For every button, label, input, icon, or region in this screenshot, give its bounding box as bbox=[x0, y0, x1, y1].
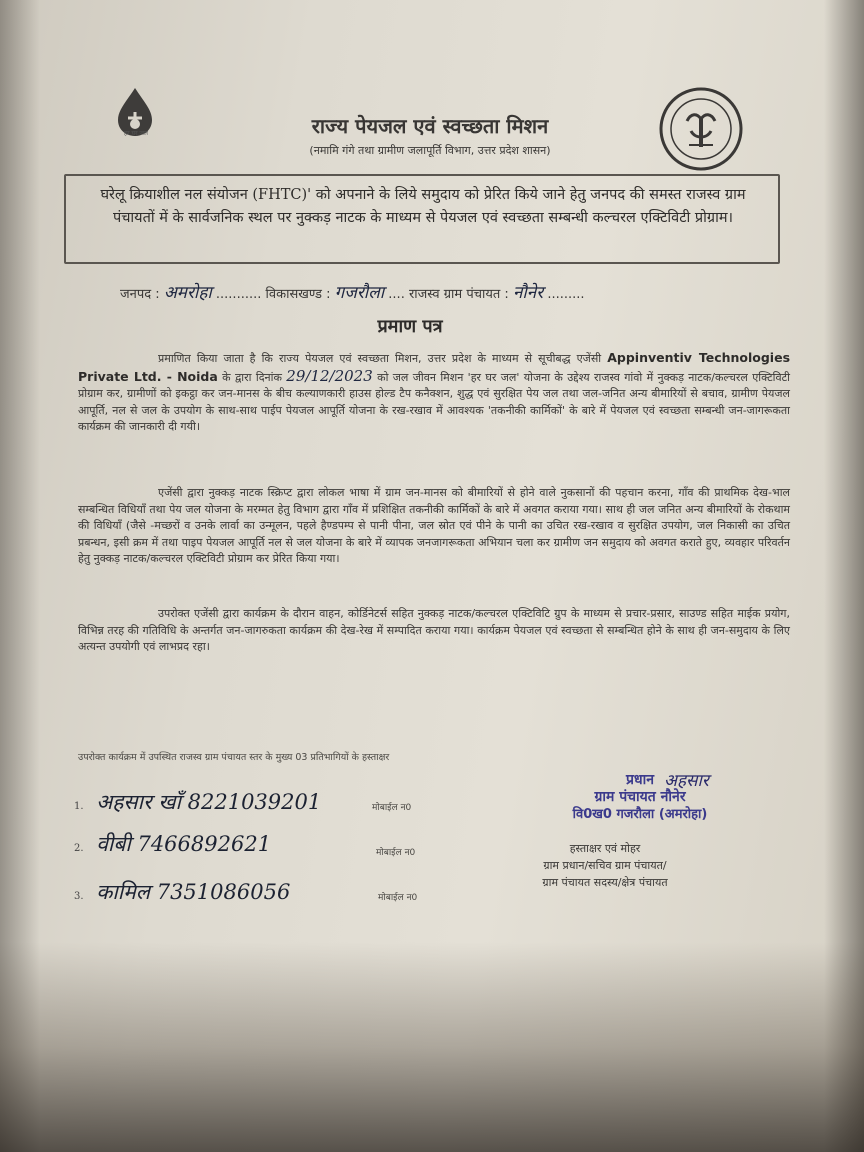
document-title: प्रमाण पत्र bbox=[377, 316, 443, 337]
participant-3-number: 3. bbox=[74, 891, 84, 902]
para1-text-b: के द्वारा दिनांक bbox=[222, 370, 282, 384]
left-logo-caption: हर घर जल bbox=[124, 130, 148, 137]
signature-block bbox=[500, 840, 710, 891]
participant-3-entry: कामिल 7351086056 bbox=[96, 880, 291, 904]
para1-text-a: प्रमाणित किया जाता है कि राज्य पेयजल एवं स्वच्छता मिशन, उत्तर प्रदेश के माध्यम से सूचीबद्ध एजेंसी bbox=[158, 352, 602, 365]
participant-1-entry: अहसार खाँ 8221039201 bbox=[96, 790, 322, 814]
sign-block-line-3: ग्राम पंचायत सदस्य/क्षेत्र पंचायत bbox=[542, 876, 668, 889]
stamp-line-2: ग्राम पंचायत नौनेर bbox=[594, 789, 686, 805]
para1-text-c: को जल जीवन मिशन 'हर घर जल' योजना के उद्देश्य राजस्व गांवो में नुक्कड़ नाटक/कल्चरल एक्टिविटी प्रोग्राम कर, ग्रामीणों को इकट्ठा कर जन-मानस के बीच कल्याणकारी हाउस होल्ड टैप कनैक्शन, शुद्ध एवं सुरक्षित पेय जल तथा जल-जनित अन्य बीमारियों से बचाव, ग्रामीण पेयजल आपूर्ति, नल से जल के उपयोग के साथ-साथ पाईप पेयजल आपूर्ति योजना के रख-रखाव में आवश्यक 'तकनीकी कार्मिकों' के बारे में पेयजल एवं स्वच्छता सम्बन्धी जन-जागरूकता कार्यक्रम की जानकारी दी गयी। bbox=[78, 370, 791, 434]
sign-block-line-2: ग्राम प्रधान/सचिव ग्राम पंचायत/ bbox=[543, 859, 667, 872]
stamp-line-3: वि0ख0 गजरौला (अमरोहा) bbox=[572, 807, 708, 822]
participant-2-mobile-label: मोबाईल न0 bbox=[376, 848, 416, 858]
district-label: जनपद : bbox=[120, 287, 160, 302]
stamp-line-1: प्रधान bbox=[626, 772, 654, 788]
pradhan-signature: अहसार bbox=[664, 771, 709, 791]
participant-2-entry: वीबी 7466892621 bbox=[96, 832, 272, 856]
participant-1-number: 1. bbox=[74, 801, 84, 812]
header-title: राज्य पेयजल एवं स्वच्छता मिशन bbox=[311, 114, 549, 138]
block-value: गजरौला bbox=[334, 283, 385, 303]
water-drop-logo-icon bbox=[100, 82, 170, 152]
intro-box-text: घरेलू क्रियाशील नल संयोजन (FHTC)' को अपनाने के लिये समुदाय को प्रेरित किये जाने हेतु जनपद की समस्त राजस्व ग्राम पंचायतों में के सार्वजनिक स्थल पर नुक्कड़ नाटक के माध्यम से पेयजल एवं स्वच्छता सम्बन्धी कल्चरल एक्टिविटी प्रोग्राम। bbox=[100, 187, 746, 226]
paragraph-2: एजेंसी द्वारा नुक्कड़ नाटक स्क्रिप्ट द्वारा लोकल भाषा में ग्राम जन-मानस को बीमारियों से होने वाले नुकसानों की पहचान करना, गाँव की प्राथमिक देख-भाल सम्बन्धित विधियाँ तथा पेय जल योजना के मरम्मत हेतु विभाग द्वारा गाँव में प्रशिक्षित तकनीकी कार्मिकों के बारे में अवगत कराया गया। साथ ही जल जनित अन्य बीमारियों के रोकथाम की विधियाँ (जैसे -मच्छरों व उनके लार्वा का उन्मूलन, पहले हैण्डपम्प से पानी पीना, जल स्रोत एवं पीने के पानी का उचित रख-रखाव व सुरक्षित उपयोग, जल निकासी का उचित प्रबन्धन, इसी क्रम में तथा पाइप पेयजल आपूर्ति नल से जल योजना के बारे में व्यापक जनजागरूकता अभियान चला कर ग्रामीण जन समुदाय को अवगत कराते हुए, व्यवहार परिवर्तन हेतु नुक्कड़ नाटक/कल्चरल एक्टिविटी प्रोग्राम कर प्रेरित किया गया। bbox=[78, 486, 790, 566]
paragraph-1 bbox=[78, 350, 790, 436]
agency-name: Appinventiv Technologies Private Ltd. - Noida bbox=[78, 350, 791, 384]
header-subtitle: (नमामि गंगे तथा ग्रामीण जलापूर्ति विभाग, उत्तर प्रदेश शासन) bbox=[309, 144, 551, 157]
participant-3 bbox=[74, 878, 354, 906]
sign-block-line-1: हस्ताक्षर एवं मोहर bbox=[569, 842, 641, 855]
participants-intro: उपरोक्त कार्यक्रम में उपस्थित राजस्व ग्राम पंचायत स्तर के मुख्य 03 प्रतिभागियों के हस्ताक्षर bbox=[78, 752, 390, 763]
block-label: विकासखण्ड : bbox=[265, 287, 331, 302]
panchayat-value: नौनेर bbox=[512, 283, 544, 303]
participant-1 bbox=[74, 788, 354, 816]
district-value: अमरोहा bbox=[163, 283, 212, 303]
pradhan-stamp bbox=[560, 772, 720, 823]
participant-1-mobile-label: मोबाईल न0 bbox=[372, 803, 412, 813]
participant-2-number: 2. bbox=[74, 843, 84, 854]
panchayat-label: राजस्व ग्राम पंचायत : bbox=[408, 287, 509, 302]
paragraph-3: उपरोक्त एजेंसी द्वारा कार्यक्रम के दौरान वाहन, कोर्डिनेटर्स सहित नुक्कड़ नाटक/कल्चरल एक्टिविटि ग्रुप के माध्यम से प्रचार-प्रसार, साउण्ड सहित माईक प्रयोग, विभिन्न तरह की गतिविधि के अन्तर्गत जन-जागरुकता कार्यक्रम की देख-रेख में सम्पादित कराया गया। कार्यक्रम पेयजल एवं स्वच्छता से सम्बन्धित होने के साथ ही जन-समुदाय के लिए अत्यन्त उपयोगी एवं लाभप्रद रहा। bbox=[78, 607, 790, 654]
event-date: 29/12/2023 bbox=[286, 366, 373, 385]
location-fields-row: जनपद : अमरोहा ........... विकासखण्ड : गजरौला .... राजस्व ग्राम पंचायत : नौनेर ......... bbox=[120, 283, 585, 303]
participant-3-mobile-label: मोबाईल न0 bbox=[378, 893, 418, 903]
participant-2 bbox=[74, 830, 354, 858]
paper-shadow-bottom bbox=[0, 942, 864, 1152]
up-government-emblem-icon bbox=[657, 85, 745, 173]
